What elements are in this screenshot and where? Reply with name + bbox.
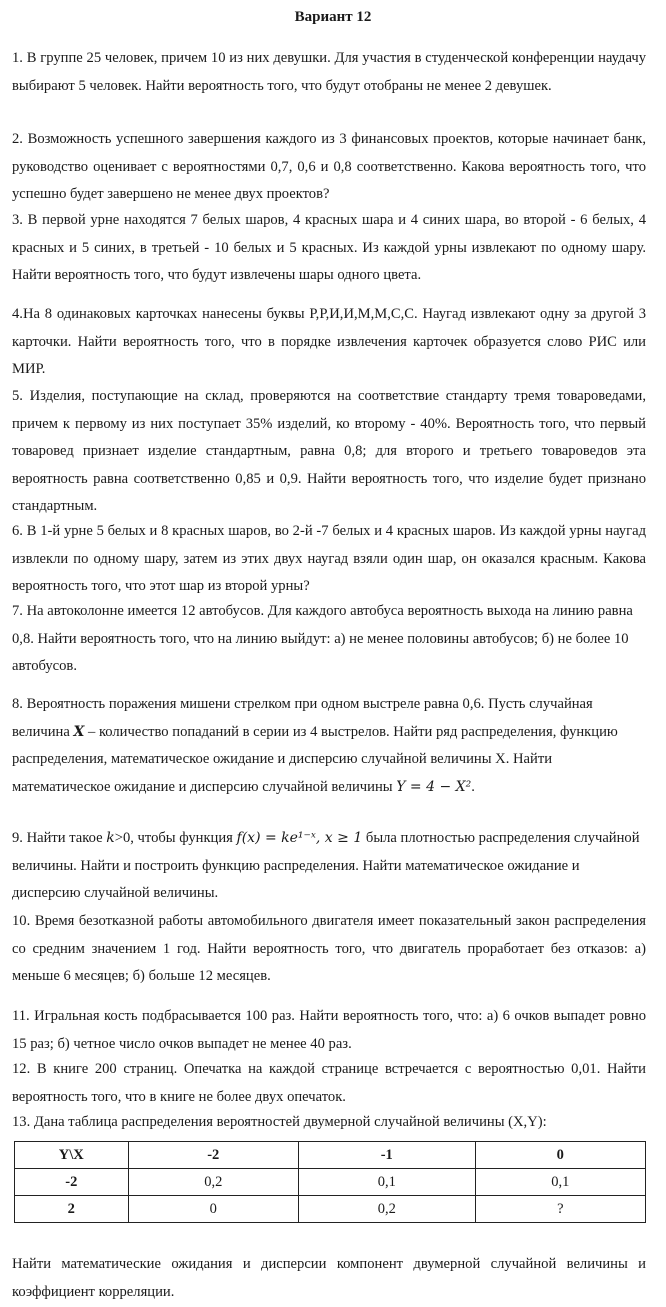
problem-9-text-a: 9. Найти такое bbox=[12, 830, 107, 846]
table-cell: 0,1 bbox=[298, 1169, 475, 1196]
problem-2: 2. Возможность успешного завершения каждого из 3 финансовых проектов, которые начинает банк, руководство оценивает с вероятностями 0,7, 0,6 и 0,8 соответственно. Какова вероятность того, что успешно будет завершено не менее двух проектов? bbox=[12, 131, 646, 203]
table-col-header: 0 bbox=[475, 1142, 645, 1169]
table-cell: 0 bbox=[128, 1196, 298, 1223]
problem-12: 12. В книге 200 страниц. Опечатка на каждой странице встречается с вероятностью 0,01. Найти вероятность того, что в книге не более двух опечаток. bbox=[12, 1061, 646, 1105]
table-col-header: -1 bbox=[298, 1142, 475, 1169]
distribution-table bbox=[14, 1141, 646, 1223]
problem-9-text-c: была плотностью распределения случайной величины. Найти и построить функцию распределения. Найти математическое ожидание и дисперсию случайной величины. bbox=[12, 830, 640, 902]
formula-density: f(x) = ke¹⁻ˣ, x ≥ 1 bbox=[236, 830, 363, 846]
table-cell: 0,2 bbox=[298, 1196, 475, 1223]
problem-8-text-a: 8. Вероятность поражения мишени стрелком при одном выстреле равна 0,6. Пусть случайная величина bbox=[12, 696, 593, 740]
problem-9-text-b: >0, чтобы функция bbox=[114, 830, 237, 846]
table-cell: 0,1 bbox=[475, 1169, 645, 1196]
problem-11: 11. Игральная кость подбрасывается 100 раз. Найти вероятность того, что: а) 6 очков выпадет ровно 15 раз; б) четное число очков выпадет не менее 40 раз. bbox=[12, 1008, 646, 1052]
page-title: Вариант 12 bbox=[294, 9, 372, 25]
problem-8-end: . bbox=[471, 778, 475, 795]
problem-8-text-b: – количество попаданий в серии из 4 выстрелов. Найти ряд распределения, функцию распределения, математическое ожидание и дисперсию случайной величины X. Найти математическое ожидание и дисперсию случайной величины bbox=[12, 723, 618, 795]
table-corner-cell: Y\X bbox=[15, 1142, 129, 1169]
problem-5: 5. Изделия, поступающие на склад, проверяются на соответствие стандарту тремя товароведами, причем к первому из них поступает 35% изделий, ко второму - 40%. Вероятность того, что первый товаровед признает изделие стандартным, равна 0,8; для второго и третьего товароведов эта вероятность равна соответственно 0,85 и 0,9. Найти вероятность того, что изделие будет признано стандартным. bbox=[12, 388, 646, 515]
problem-8 bbox=[12, 691, 646, 801]
table-cell: 0,2 bbox=[128, 1169, 298, 1196]
problem-7: 7. На автоколонне имеется 12 автобусов. Для каждого автобуса вероятность выхода на линию равна 0,8. Найти вероятность того, что на линию выйдут: а) не менее половины автобусов; б) не более 10 автобусов. bbox=[12, 603, 633, 675]
problem-13: 13. Дана таблица распределения вероятностей двумерной случайной величины (X,Y): bbox=[12, 1114, 547, 1130]
table-row-header: 2 bbox=[15, 1196, 129, 1223]
problem-3: 3. В первой урне находятся 7 белых шаров, 4 красных шара и 4 синих шара, во второй - 6 белых, 4 красных и 5 синих, в третьей - 10 белых и 5 красных. Из каждой урны извлекают по одному шару. Найти вероятность того, что будут извлечены шары одного цвета. bbox=[12, 212, 646, 284]
table-row bbox=[15, 1169, 646, 1196]
variable-x: X bbox=[73, 723, 85, 740]
table-cell: ? bbox=[475, 1196, 645, 1223]
problem-9 bbox=[12, 825, 646, 908]
final-task: Найти математические ожидания и дисперсии компонент двумерной случайной величины и коэффициент корреляции. bbox=[12, 1256, 646, 1300]
problem-1: 1. В группе 25 человек, причем 10 из них девушки. Для участия в студенческой конференции наудачу выбирают 5 человек. Найти вероятность того, что будут отобраны не менее 2 девушек. bbox=[12, 50, 646, 94]
formula-y: Y = 4 − X² bbox=[396, 778, 472, 795]
table-header-row bbox=[15, 1142, 646, 1169]
problem-4: 4.На 8 одинаковых карточках нанесены буквы Р,Р,И,И,М,М,С,С. Наугад извлекают одну за другой 3 карточки. Найти вероятность того, что в порядке извлечения карточек образуется слово РИС или МИР. bbox=[12, 306, 646, 378]
table-row bbox=[15, 1196, 646, 1223]
table-row-header: -2 bbox=[15, 1169, 129, 1196]
problem-10: 10. Время безотказной работы автомобильного двигателя имеет показательный закон распределения со средним значением 1 год. Найти вероятность того, что двигатель проработает без отказов: а) меньше 6 месяцев; б) больше 12 месяцев. bbox=[12, 913, 646, 985]
table-col-header: -2 bbox=[128, 1142, 298, 1169]
variable-k: k bbox=[106, 830, 115, 846]
problem-6: 6. В 1-й урне 5 белых и 8 красных шаров, во 2-й -7 белых и 4 красных шаров. Из каждой урны наугад извлекли по одному шару, затем из этих двух наугад взяли один шар, он оказался красным. Какова вероятность того, что этот шар из второй урны? bbox=[12, 523, 646, 595]
